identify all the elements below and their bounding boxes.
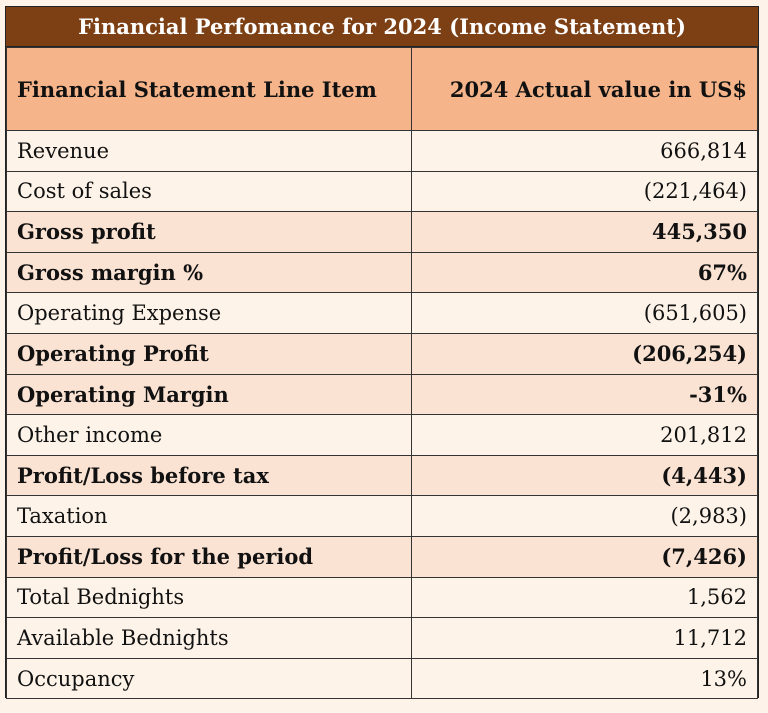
row-label: Cost of sales bbox=[7, 171, 412, 212]
table-row bbox=[7, 658, 758, 699]
row-value: (2,983) bbox=[412, 496, 758, 537]
row-value: 67% bbox=[412, 252, 758, 293]
table-row bbox=[7, 577, 758, 618]
table-row bbox=[7, 618, 758, 659]
row-label: Gross margin % bbox=[7, 252, 412, 293]
row-value: (4,443) bbox=[412, 455, 758, 496]
table-row bbox=[7, 171, 758, 212]
row-value: 11,712 bbox=[412, 618, 758, 659]
table-row bbox=[7, 536, 758, 577]
income-statement-table bbox=[5, 6, 759, 698]
row-label: Taxation bbox=[7, 496, 412, 537]
table-row bbox=[7, 333, 758, 374]
table-row bbox=[7, 293, 758, 334]
row-value: -31% bbox=[412, 374, 758, 415]
table-row bbox=[7, 455, 758, 496]
row-label: Operating Profit bbox=[7, 333, 412, 374]
row-value: 666,814 bbox=[412, 131, 758, 172]
row-label: Operating Expense bbox=[7, 293, 412, 334]
table-row bbox=[7, 131, 758, 172]
row-value: 445,350 bbox=[412, 212, 758, 253]
header-line-item: Financial Statement Line Item bbox=[7, 48, 412, 131]
row-value: (651,605) bbox=[412, 293, 758, 334]
row-label: Other income bbox=[7, 415, 412, 456]
row-label: Revenue bbox=[7, 131, 412, 172]
table-title: Financial Perfomance for 2024 (Income Statement) bbox=[6, 7, 758, 47]
financial-table bbox=[6, 47, 758, 699]
row-label: Profit/Loss for the period bbox=[7, 536, 412, 577]
header-actual-value: 2024 Actual value in US$ bbox=[412, 48, 758, 131]
table-row bbox=[7, 415, 758, 456]
table-row bbox=[7, 496, 758, 537]
table-row bbox=[7, 374, 758, 415]
row-label: Operating Margin bbox=[7, 374, 412, 415]
table-row bbox=[7, 212, 758, 253]
row-label: Profit/Loss before tax bbox=[7, 455, 412, 496]
row-value: (206,254) bbox=[412, 333, 758, 374]
row-value: 1,562 bbox=[412, 577, 758, 618]
header-row bbox=[7, 48, 758, 131]
row-label: Total Bednights bbox=[7, 577, 412, 618]
table-row bbox=[7, 252, 758, 293]
row-label: Occupancy bbox=[7, 658, 412, 699]
row-value: 201,812 bbox=[412, 415, 758, 456]
row-value: (221,464) bbox=[412, 171, 758, 212]
row-value: (7,426) bbox=[412, 536, 758, 577]
row-label: Available Bednights bbox=[7, 618, 412, 659]
row-label: Gross profit bbox=[7, 212, 412, 253]
row-value: 13% bbox=[412, 658, 758, 699]
